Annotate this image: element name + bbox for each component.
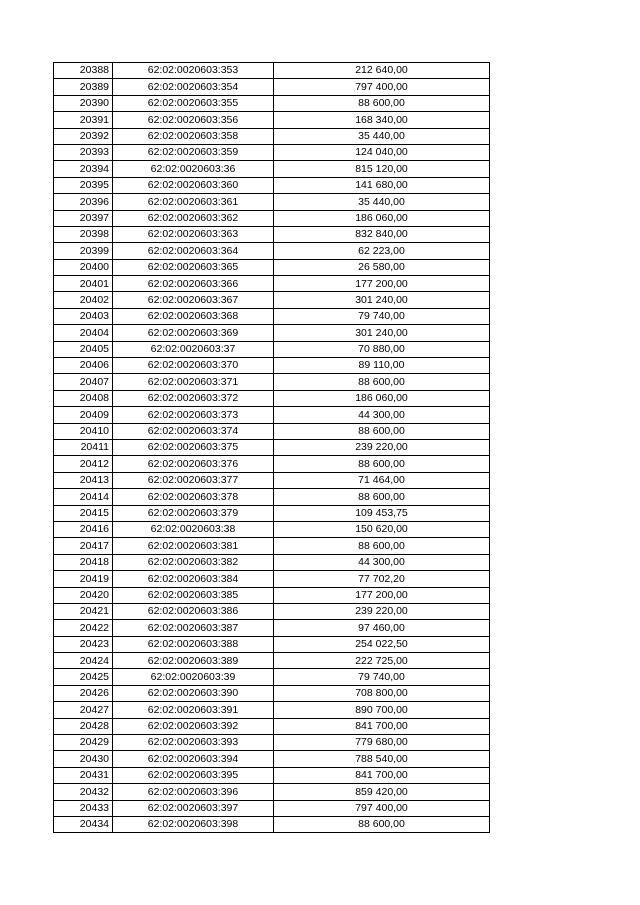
cadastral-number-cell: 62:02:0020603:354 [113, 79, 274, 95]
table-body [54, 63, 490, 833]
cadastral-number-cell: 62:02:0020603:397 [113, 800, 274, 816]
table-row [54, 308, 490, 324]
table-row [54, 685, 490, 701]
cadastral-number-cell: 62:02:0020603:362 [113, 210, 274, 226]
cadastral-number-cell: 62:02:0020603:367 [113, 292, 274, 308]
row-number-cell: 20395 [54, 177, 113, 193]
row-number-cell: 20405 [54, 341, 113, 357]
cadastral-value-cell: 97 460,00 [274, 620, 490, 636]
row-number-cell: 20389 [54, 79, 113, 95]
table-row [54, 63, 490, 79]
cadastral-number-cell: 62:02:0020603:395 [113, 767, 274, 783]
row-number-cell: 20390 [54, 95, 113, 111]
cadastral-number-cell: 62:02:0020603:391 [113, 702, 274, 718]
cadastral-number-cell: 62:02:0020603:389 [113, 653, 274, 669]
cadastral-value-cell: 841 700,00 [274, 718, 490, 734]
row-number-cell: 20400 [54, 259, 113, 275]
table-row [54, 472, 490, 488]
row-number-cell: 20391 [54, 112, 113, 128]
cadastral-value-cell: 708 800,00 [274, 685, 490, 701]
table-row [54, 554, 490, 570]
cadastral-number-cell: 62:02:0020603:378 [113, 489, 274, 505]
cadastral-number-cell: 62:02:0020603:371 [113, 374, 274, 390]
cadastral-number-cell: 62:02:0020603:398 [113, 816, 274, 832]
row-number-cell: 20407 [54, 374, 113, 390]
cadastral-value-cell: 177 200,00 [274, 587, 490, 603]
row-number-cell: 20402 [54, 292, 113, 308]
cadastral-value-cell: 88 600,00 [274, 95, 490, 111]
cadastral-value-cell: 26 580,00 [274, 259, 490, 275]
cadastral-value-cell: 70 880,00 [274, 341, 490, 357]
cadastral-number-cell: 62:02:0020603:374 [113, 423, 274, 439]
table-row [54, 751, 490, 767]
table-row [54, 194, 490, 210]
cadastral-value-cell: 35 440,00 [274, 128, 490, 144]
cadastral-value-cell: 77 702,20 [274, 571, 490, 587]
table-row [54, 538, 490, 554]
row-number-cell: 20427 [54, 702, 113, 718]
cadastral-value-cell: 124 040,00 [274, 144, 490, 160]
table-row [54, 358, 490, 374]
cadastral-value-cell: 44 300,00 [274, 407, 490, 423]
table-row [54, 226, 490, 242]
cadastral-number-cell: 62:02:0020603:39 [113, 669, 274, 685]
cadastral-number-cell: 62:02:0020603:369 [113, 325, 274, 341]
table-row [54, 669, 490, 685]
cadastral-number-cell: 62:02:0020603:375 [113, 439, 274, 455]
cadastral-value-cell: 109 453,75 [274, 505, 490, 521]
table-row [54, 718, 490, 734]
table-row [54, 79, 490, 95]
table-row [54, 505, 490, 521]
row-number-cell: 20410 [54, 423, 113, 439]
table-row [54, 603, 490, 619]
table-row [54, 292, 490, 308]
cadastral-number-cell: 62:02:0020603:37 [113, 341, 274, 357]
cadastral-number-cell: 62:02:0020603:382 [113, 554, 274, 570]
row-number-cell: 20408 [54, 390, 113, 406]
cadastral-number-cell: 62:02:0020603:377 [113, 472, 274, 488]
cadastral-value-cell: 177 200,00 [274, 276, 490, 292]
cadastral-value-cell: 301 240,00 [274, 292, 490, 308]
table-row [54, 95, 490, 111]
cadastral-number-cell: 62:02:0020603:353 [113, 63, 274, 79]
cadastral-number-cell: 62:02:0020603:384 [113, 571, 274, 587]
cadastral-value-cell: 832 840,00 [274, 226, 490, 242]
table-row [54, 620, 490, 636]
table-row [54, 587, 490, 603]
cadastral-number-cell: 62:02:0020603:386 [113, 603, 274, 619]
table-row [54, 390, 490, 406]
row-number-cell: 20414 [54, 489, 113, 505]
cadastral-number-cell: 62:02:0020603:38 [113, 521, 274, 537]
cadastral-value-cell: 186 060,00 [274, 210, 490, 226]
table-row [54, 735, 490, 751]
cadastral-value-cell: 44 300,00 [274, 554, 490, 570]
cadastral-value-cell: 71 464,00 [274, 472, 490, 488]
cadastral-number-cell: 62:02:0020603:368 [113, 308, 274, 324]
row-number-cell: 20399 [54, 243, 113, 259]
cadastral-number-cell: 62:02:0020603:363 [113, 226, 274, 242]
row-number-cell: 20422 [54, 620, 113, 636]
table-row [54, 571, 490, 587]
cadastral-number-cell: 62:02:0020603:373 [113, 407, 274, 423]
row-number-cell: 20434 [54, 816, 113, 832]
cadastral-value-cell: 788 540,00 [274, 751, 490, 767]
table-row [54, 128, 490, 144]
row-number-cell: 20393 [54, 144, 113, 160]
row-number-cell: 20430 [54, 751, 113, 767]
table-row [54, 341, 490, 357]
row-number-cell: 20419 [54, 571, 113, 587]
row-number-cell: 20398 [54, 226, 113, 242]
cadastral-number-cell: 62:02:0020603:388 [113, 636, 274, 652]
row-number-cell: 20431 [54, 767, 113, 783]
cadastral-number-cell: 62:02:0020603:372 [113, 390, 274, 406]
cadastral-number-cell: 62:02:0020603:364 [113, 243, 274, 259]
cadastral-number-cell: 62:02:0020603:387 [113, 620, 274, 636]
row-number-cell: 20425 [54, 669, 113, 685]
table-row [54, 456, 490, 472]
table-row [54, 276, 490, 292]
cadastral-value-cell: 88 600,00 [274, 538, 490, 554]
cadastral-number-cell: 62:02:0020603:359 [113, 144, 274, 160]
table-row [54, 407, 490, 423]
row-number-cell: 20396 [54, 194, 113, 210]
row-number-cell: 20394 [54, 161, 113, 177]
cadastral-number-cell: 62:02:0020603:393 [113, 735, 274, 751]
row-number-cell: 20428 [54, 718, 113, 734]
table-row [54, 816, 490, 832]
cadastral-value-cell: 841 700,00 [274, 767, 490, 783]
row-number-cell: 20432 [54, 784, 113, 800]
row-number-cell: 20415 [54, 505, 113, 521]
table-row [54, 210, 490, 226]
cadastral-value-cell: 301 240,00 [274, 325, 490, 341]
row-number-cell: 20404 [54, 325, 113, 341]
row-number-cell: 20403 [54, 308, 113, 324]
row-number-cell: 20411 [54, 439, 113, 455]
cadastral-number-cell: 62:02:0020603:392 [113, 718, 274, 734]
cadastral-value-cell: 89 110,00 [274, 358, 490, 374]
cadastral-number-cell: 62:02:0020603:358 [113, 128, 274, 144]
cadastral-number-cell: 62:02:0020603:376 [113, 456, 274, 472]
cadastral-value-cell: 88 600,00 [274, 374, 490, 390]
row-number-cell: 20417 [54, 538, 113, 554]
table-row [54, 259, 490, 275]
cadastral-value-cell: 88 600,00 [274, 816, 490, 832]
row-number-cell: 20416 [54, 521, 113, 537]
row-number-cell: 20420 [54, 587, 113, 603]
cadastral-value-table [53, 62, 490, 833]
cadastral-value-cell: 88 600,00 [274, 456, 490, 472]
cadastral-number-cell: 62:02:0020603:365 [113, 259, 274, 275]
table-row [54, 702, 490, 718]
cadastral-number-cell: 62:02:0020603:394 [113, 751, 274, 767]
cadastral-value-cell: 239 220,00 [274, 603, 490, 619]
cadastral-value-cell: 797 400,00 [274, 79, 490, 95]
table-row [54, 767, 490, 783]
table-row [54, 161, 490, 177]
cadastral-value-cell: 186 060,00 [274, 390, 490, 406]
table-row [54, 784, 490, 800]
cadastral-number-cell: 62:02:0020603:396 [113, 784, 274, 800]
table-row [54, 177, 490, 193]
row-number-cell: 20421 [54, 603, 113, 619]
row-number-cell: 20409 [54, 407, 113, 423]
row-number-cell: 20406 [54, 358, 113, 374]
table-row [54, 521, 490, 537]
cadastral-value-cell: 141 680,00 [274, 177, 490, 193]
cadastral-value-cell: 150 620,00 [274, 521, 490, 537]
row-number-cell: 20424 [54, 653, 113, 669]
cadastral-value-cell: 859 420,00 [274, 784, 490, 800]
table-row [54, 489, 490, 505]
cadastral-value-cell: 815 120,00 [274, 161, 490, 177]
cadastral-value-cell: 779 680,00 [274, 735, 490, 751]
cadastral-value-cell: 222 725,00 [274, 653, 490, 669]
row-number-cell: 20429 [54, 735, 113, 751]
cadastral-number-cell: 62:02:0020603:370 [113, 358, 274, 374]
row-number-cell: 20423 [54, 636, 113, 652]
table-row [54, 243, 490, 259]
cadastral-value-cell: 254 022,50 [274, 636, 490, 652]
table-row [54, 112, 490, 128]
table-row [54, 325, 490, 341]
cadastral-number-cell: 62:02:0020603:360 [113, 177, 274, 193]
cadastral-number-cell: 62:02:0020603:385 [113, 587, 274, 603]
cadastral-number-cell: 62:02:0020603:381 [113, 538, 274, 554]
cadastral-number-cell: 62:02:0020603:356 [113, 112, 274, 128]
row-number-cell: 20401 [54, 276, 113, 292]
table-row [54, 653, 490, 669]
table-row [54, 439, 490, 455]
table-row [54, 144, 490, 160]
row-number-cell: 20426 [54, 685, 113, 701]
cadastral-number-cell: 62:02:0020603:361 [113, 194, 274, 210]
row-number-cell: 20392 [54, 128, 113, 144]
cadastral-value-cell: 797 400,00 [274, 800, 490, 816]
row-number-cell: 20413 [54, 472, 113, 488]
cadastral-number-cell: 62:02:0020603:390 [113, 685, 274, 701]
cadastral-number-cell: 62:02:0020603:379 [113, 505, 274, 521]
row-number-cell: 20412 [54, 456, 113, 472]
cadastral-value-cell: 212 640,00 [274, 63, 490, 79]
cadastral-value-cell: 239 220,00 [274, 439, 490, 455]
table-row [54, 800, 490, 816]
cadastral-value-cell: 79 740,00 [274, 308, 490, 324]
cadastral-number-cell: 62:02:0020603:355 [113, 95, 274, 111]
row-number-cell: 20433 [54, 800, 113, 816]
cadastral-value-cell: 35 440,00 [274, 194, 490, 210]
cadastral-value-cell: 890 700,00 [274, 702, 490, 718]
row-number-cell: 20388 [54, 63, 113, 79]
table-row [54, 636, 490, 652]
cadastral-value-cell: 88 600,00 [274, 489, 490, 505]
table-row [54, 374, 490, 390]
cadastral-number-cell: 62:02:0020603:366 [113, 276, 274, 292]
cadastral-value-cell: 79 740,00 [274, 669, 490, 685]
row-number-cell: 20418 [54, 554, 113, 570]
cadastral-value-cell: 88 600,00 [274, 423, 490, 439]
row-number-cell: 20397 [54, 210, 113, 226]
table-row [54, 423, 490, 439]
cadastral-number-cell: 62:02:0020603:36 [113, 161, 274, 177]
cadastral-value-cell: 168 340,00 [274, 112, 490, 128]
cadastral-value-cell: 62 223,00 [274, 243, 490, 259]
